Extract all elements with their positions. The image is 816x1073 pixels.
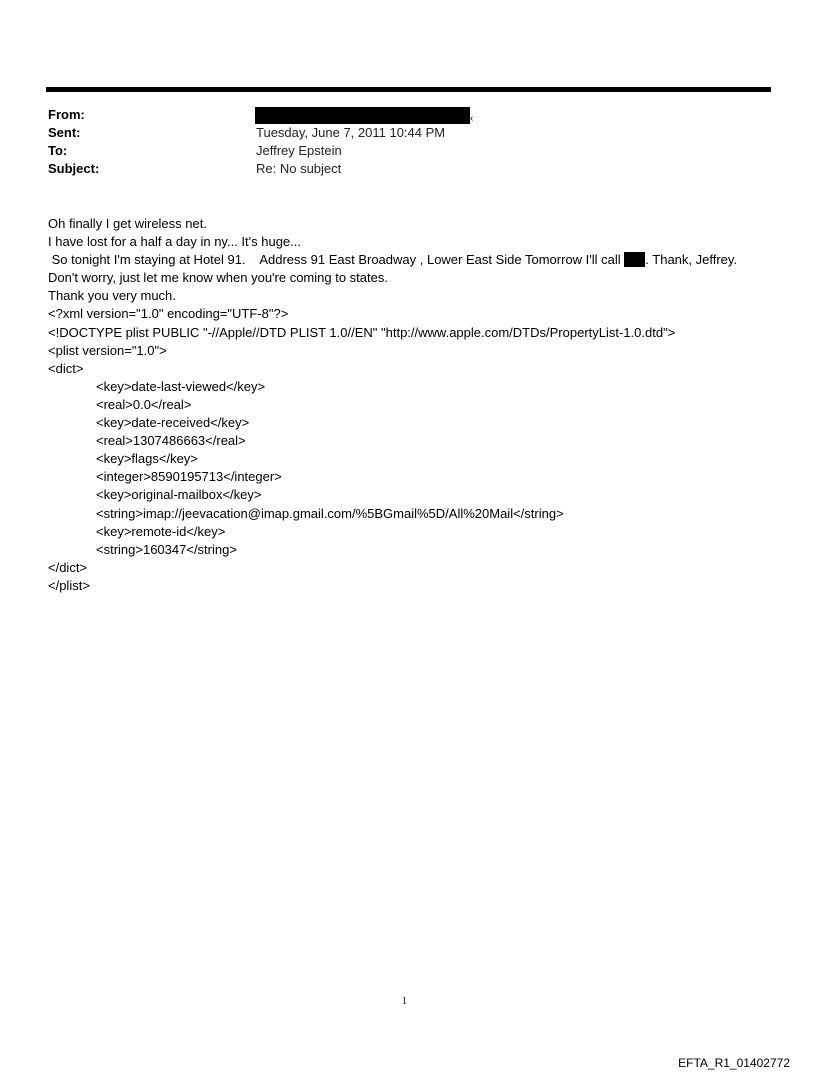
dict-entry: <key>original-mailbox</key> — [96, 487, 262, 503]
dict-entry: <key>flags</key> — [96, 451, 198, 467]
xml-declaration: <?xml version="1.0" encoding="UTF-8"?> — [48, 306, 289, 322]
sent-value: Tuesday, June 7, 2011 10:44 PM — [256, 125, 446, 140]
from-redaction — [255, 107, 470, 124]
body-line-hotel — [48, 251, 778, 269]
body-line: I have lost for a half a day in ny... It's huge... — [48, 234, 301, 250]
inline-redaction — [624, 252, 645, 267]
from-label: From: — [48, 107, 85, 122]
redaction-tick-mark: ‹ — [470, 113, 474, 124]
dict-close: </dict> — [48, 559, 88, 575]
document-id: EFTA_R1_01402772 — [678, 1056, 790, 1070]
body-text: . Thank, Jeffrey. — [645, 252, 738, 268]
subject-value: Re: No subject — [256, 161, 342, 176]
plist-open: <plist version="1.0"> — [48, 342, 167, 358]
dict-entry: <string>160347</string> — [96, 541, 237, 557]
dict-entry: <key>date-last-viewed</key> — [96, 378, 266, 394]
to-label: To: — [48, 143, 68, 158]
page-number: 1 — [402, 996, 407, 1007]
dict-entry: <integer>8590195713</integer> — [96, 469, 282, 485]
email-body — [48, 215, 778, 595]
sent-row — [48, 124, 768, 142]
body-line: Oh finally I get wireless net. — [48, 216, 207, 231]
to-value: Jeffrey Epstein — [256, 143, 342, 158]
body-line: Thank you very much. — [48, 288, 176, 304]
body-line: Don't worry, just let me know when you're coming to states. — [48, 270, 388, 286]
subject-row — [48, 160, 768, 178]
dict-entry: <real>0.0</real> — [96, 396, 192, 412]
dict-open: <dict> — [48, 360, 84, 376]
to-row — [48, 142, 768, 160]
dict-entry: <key>remote-id</key> — [96, 523, 226, 539]
doctype-line: <!DOCTYPE plist PUBLIC "-//Apple//DTD PLIST 1.0//EN" "http://www.apple.com/DTDs/PropertyList-1.0.dtd"> — [48, 324, 676, 340]
from-row — [48, 106, 768, 124]
top-rule — [46, 87, 771, 92]
email-header — [48, 106, 768, 178]
dict-entry: <real>1307486663</real> — [96, 433, 246, 449]
plist-close: </plist> — [48, 577, 90, 593]
dict-entry: <string>imap://jeevacation@imap.gmail.com/%5BGmail%5D/All%20Mail</string> — [96, 505, 564, 521]
dict-entry: <key>date-received</key> — [96, 415, 250, 431]
subject-label: Subject: — [48, 161, 100, 176]
body-text: So tonight I'm staying at Hotel 91. Address 91 East Broadway , Lower East Side Tomorrow I'll call — [48, 252, 625, 268]
sent-label: Sent: — [48, 125, 81, 140]
